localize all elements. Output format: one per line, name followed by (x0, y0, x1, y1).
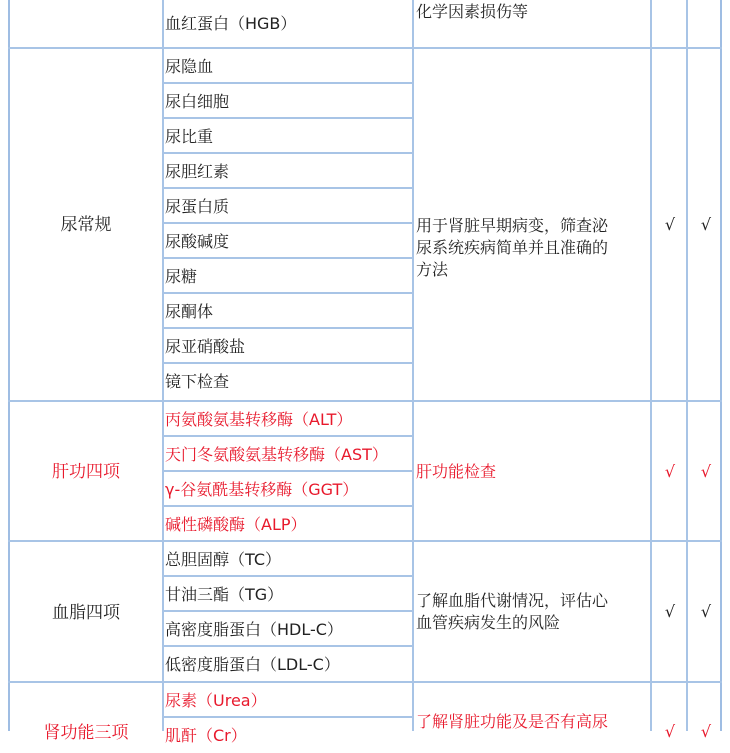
list-item: 尿酮体 (164, 294, 412, 329)
category-label: 肾功能三项 (43, 723, 129, 743)
list-item: 高密度脂蛋白（HDL-C） (164, 612, 412, 647)
section-urine-routine (8, 47, 722, 400)
list-item: 甘油三酯（TG） (164, 577, 412, 612)
category-label: 肝功四项 (52, 462, 120, 482)
section-liver-function (8, 400, 722, 540)
category-label: 尿常规 (60, 215, 112, 235)
list-item: 尿比重 (164, 119, 412, 154)
check-mark: √ (664, 602, 676, 621)
list-item: 尿白细胞 (164, 84, 412, 119)
list-item: 肌酐（Cr） (165, 726, 247, 745)
list-item: 天门冬氨酸氨基转移酶（AST） (164, 437, 412, 472)
list-item: 尿素（Urea） (164, 683, 412, 718)
desc-line: 了解肾脏功能及是否有高尿 (416, 712, 609, 731)
desc-line: 用于肾脏早期病变，筛查泌 (416, 216, 609, 235)
section-blood-routine (8, 0, 722, 47)
desc-line: 肝功能检查 (416, 462, 497, 481)
list-item: 尿酸碱度 (164, 224, 412, 259)
check-mark: √ (664, 722, 676, 741)
desc-line: 尿系统疾病简单并且准确的 (416, 238, 609, 257)
list-item: 总胆固醇（TC） (164, 542, 412, 577)
exam-table (8, 0, 722, 745)
list-item: 丙氨酸氨基转移酶（ALT） (164, 402, 412, 437)
check-mark: √ (700, 602, 712, 621)
list-item: 尿蛋白质 (164, 189, 412, 224)
section-blood-lipids (8, 540, 722, 681)
list-item: 尿隐血 (164, 49, 412, 84)
desc-line: 了解血脂代谢情况，评估心 (416, 591, 609, 610)
check-mark: √ (664, 215, 676, 234)
desc-line: 化学因素损伤等 (416, 2, 529, 21)
desc-line: 方法 (416, 260, 449, 279)
desc-line: 血管疾病发生的风险 (416, 613, 561, 632)
check-mark: √ (700, 215, 712, 234)
category-label: 血脂四项 (52, 603, 120, 623)
list-item: 低密度脂蛋白（LDL-C） (165, 655, 340, 674)
section-kidney-function (8, 681, 722, 745)
check-mark: √ (700, 462, 712, 481)
list-item: 尿亚硝酸盐 (164, 329, 412, 364)
check-mark: √ (700, 722, 712, 741)
item-hgb: 血红蛋白（HGB） (165, 14, 297, 33)
list-item: 尿糖 (164, 259, 412, 294)
list-item: 碱性磷酸酶（ALP） (165, 515, 307, 534)
list-item: 尿胆红素 (164, 154, 412, 189)
list-item: 镜下检查 (165, 372, 230, 391)
check-mark: √ (664, 462, 676, 481)
list-item: γ-谷氨酰基转移酶（GGT） (164, 472, 412, 507)
